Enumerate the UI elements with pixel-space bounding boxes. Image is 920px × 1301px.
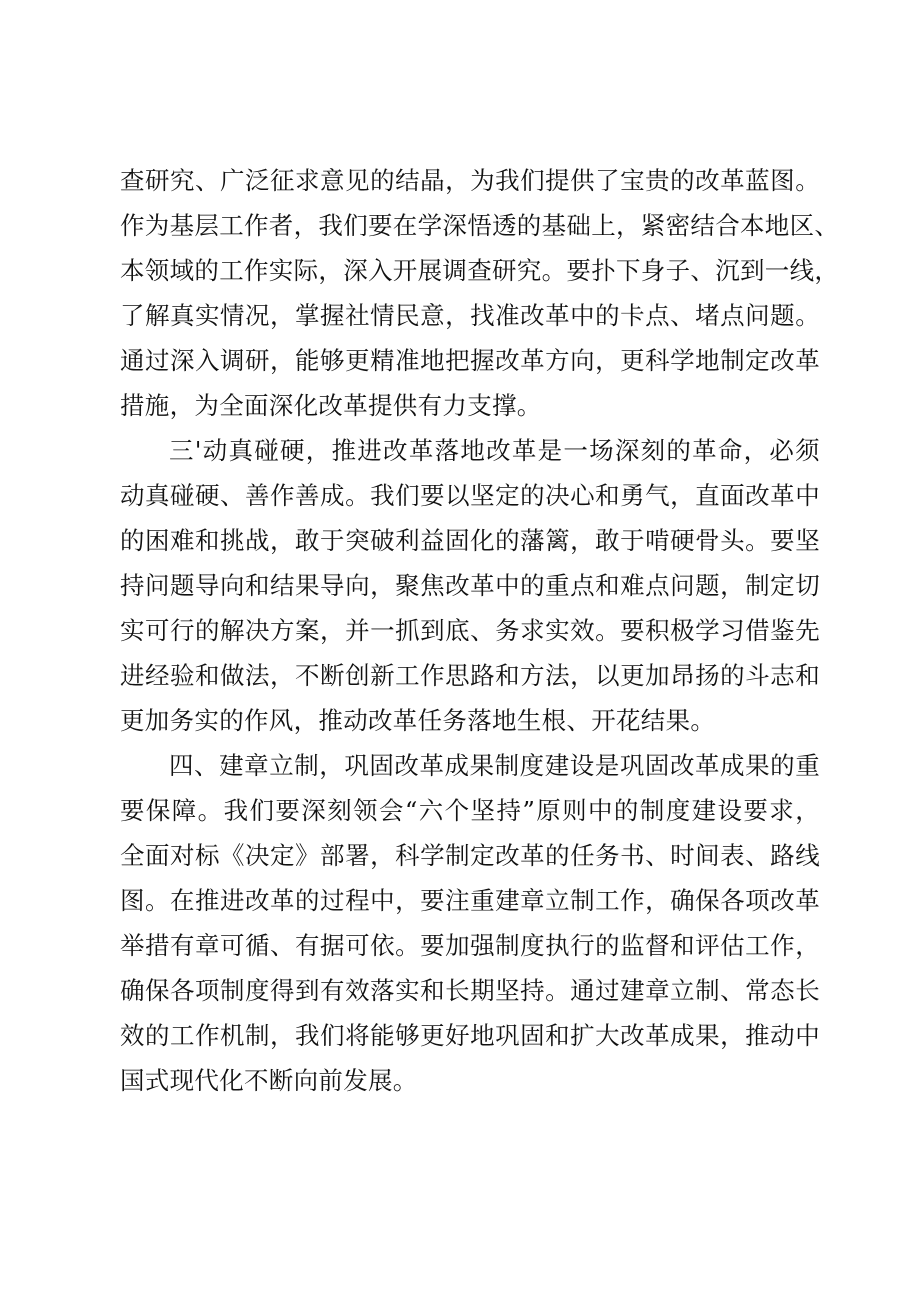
paragraph-line: 持问题导向和结果导向，聚焦改革中的重点和难点问题，制定切 <box>120 571 820 600</box>
paragraph-line: 进经验和做法，不断创新工作思路和方法，以更加昂扬的斗志和 <box>120 661 820 690</box>
paragraph-line: 举措有章可循、有据可依。要加强制度执行的监督和评估工作， <box>120 931 820 960</box>
section-heading-line: 三'动真碰硬，推进改革落地改革是一场深刻的革命，必须 <box>169 436 820 465</box>
paragraph-line: 本领域的工作实际，深入开展调查研究。要扑下身子、沉到一线， <box>120 256 840 285</box>
section-heading-line: 四、建章立制，巩固改革成果制度建设是巩固改革成果的重 <box>169 751 820 780</box>
paragraph-line: 图。在推进改革的过程中，要注重建章立制工作，确保各项改革 <box>120 886 820 915</box>
paragraph-line: 全面对标《决定》部署，科学制定改革的任务书、时间表、路线 <box>120 841 820 870</box>
paragraph-line: 的困难和挑战，敢于突破利益固化的藩篱，敢于啃硬骨头。要坚 <box>120 526 820 555</box>
paragraph-line: 国式现代化不断向前发展。 <box>120 1066 418 1095</box>
paragraph-line: 实可行的解决方案，并一抓到底、务求实效。要积极学习借鉴先 <box>120 616 820 645</box>
paragraph-line: 确保各项制度得到有效落实和长期坚持。通过建章立制、常态长 <box>120 976 820 1005</box>
paragraph-line: 查研究、广泛征求意见的结晶，为我们提供了宝贵的改革蓝图。 <box>120 166 820 195</box>
paragraph-line: 要保障。我们要深刻领会“六个坚持”原则中的制度建设要求， <box>120 796 820 825</box>
paragraph-line: 动真碰硬、善作善成。我们要以坚定的决心和勇气，直面改革中 <box>120 481 820 510</box>
paragraph-line: 更加务实的作风，推动改革任务落地生根、开花结果。 <box>120 706 716 735</box>
paragraph-line: 作为基层工作者，我们要在学深悟透的基础上，紧密结合本地区、 <box>120 211 840 240</box>
paragraph-line: 措施，为全面深化改革提供有力支撑。 <box>120 391 542 420</box>
paragraph-line: 效的工作机制，我们将能够更好地巩固和扩大改革成果，推动中 <box>120 1021 820 1050</box>
paragraph-line: 通过深入调研，能够更精准地把握改革方向，更科学地制定改革 <box>120 346 820 375</box>
paragraph-line: 了解真实情况，掌握社情民意，找准改革中的卡点、堵点问题。 <box>120 301 820 330</box>
document-body <box>120 158 840 1103</box>
